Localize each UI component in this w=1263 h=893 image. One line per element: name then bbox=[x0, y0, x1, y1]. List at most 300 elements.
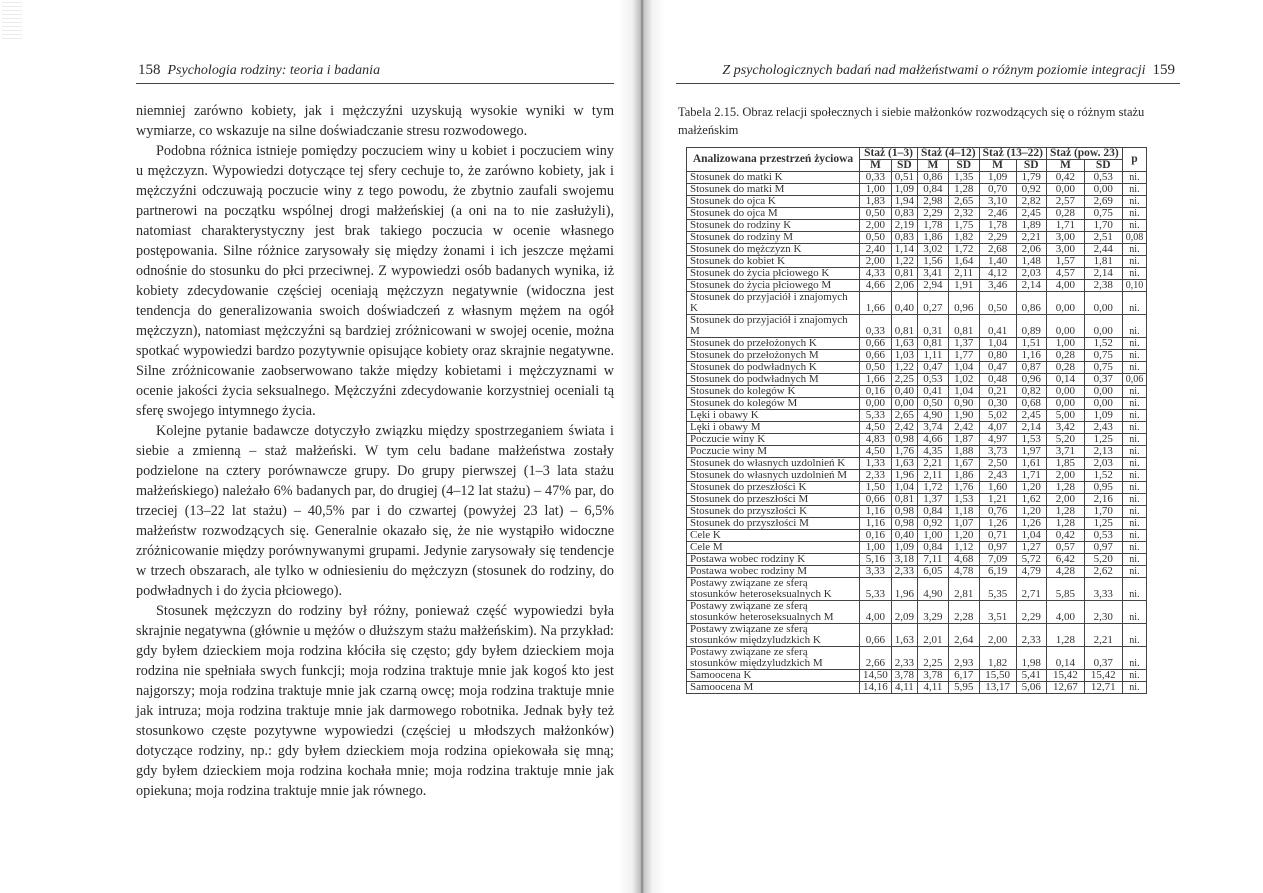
value-cell: 4,50 bbox=[860, 422, 892, 434]
value-cell: 5,20 bbox=[1084, 554, 1122, 566]
value-cell: 3,46 bbox=[979, 280, 1016, 292]
value-cell: 2,11 bbox=[948, 268, 979, 280]
value-cell: 2,45 bbox=[1016, 208, 1047, 220]
value-cell: 0,14 bbox=[1047, 374, 1085, 386]
value-cell: 1,20 bbox=[1016, 506, 1047, 518]
value-cell: 0,37 bbox=[1084, 374, 1122, 386]
header-sd: SD bbox=[1016, 160, 1047, 172]
header-group-3: Staż (13–22) bbox=[979, 148, 1046, 160]
table-row bbox=[687, 554, 1147, 566]
value-cell: 0,84 bbox=[918, 184, 949, 196]
value-cell: 0,00 bbox=[891, 398, 917, 410]
value-cell: 1,00 bbox=[860, 184, 892, 196]
value-cell: 3,00 bbox=[1047, 232, 1085, 244]
value-cell: 2,33 bbox=[891, 647, 917, 670]
p-value-cell: ni. bbox=[1122, 670, 1147, 682]
p-value-cell: 0,08 bbox=[1122, 232, 1147, 244]
value-cell: 0,71 bbox=[979, 530, 1016, 542]
value-cell: 0,00 bbox=[1084, 184, 1122, 196]
value-cell: 1,00 bbox=[918, 530, 949, 542]
value-cell: 0,53 bbox=[1084, 530, 1122, 542]
value-cell: 1,33 bbox=[860, 458, 892, 470]
value-cell: 2,00 bbox=[1047, 494, 1085, 506]
value-cell: 3,18 bbox=[891, 554, 917, 566]
value-cell: 2,42 bbox=[891, 422, 917, 434]
value-cell: 2,68 bbox=[979, 244, 1016, 256]
row-label: Stosunek do przeszłości K bbox=[687, 482, 860, 494]
table-row bbox=[687, 482, 1147, 494]
row-label: Samoocena M bbox=[687, 682, 860, 694]
row-label: Stosunek do przyszłości K bbox=[687, 506, 860, 518]
value-cell: 0,97 bbox=[1084, 542, 1122, 554]
value-cell: 1,82 bbox=[979, 647, 1016, 670]
value-cell: 0,50 bbox=[860, 232, 892, 244]
p-value-cell: ni. bbox=[1122, 506, 1147, 518]
p-value-cell: ni. bbox=[1122, 172, 1147, 184]
p-value-cell: ni. bbox=[1122, 647, 1147, 670]
value-cell: 2,65 bbox=[891, 410, 917, 422]
value-cell: 1,09 bbox=[979, 172, 1016, 184]
value-cell: 5,00 bbox=[1047, 410, 1085, 422]
value-cell: 0,68 bbox=[1016, 398, 1047, 410]
value-cell: 4,11 bbox=[891, 682, 917, 694]
value-cell: 2,16 bbox=[1084, 494, 1122, 506]
value-cell: 4,83 bbox=[860, 434, 892, 446]
row-label: Postawy związane ze sferą stosunków międzyludzkich M bbox=[687, 647, 860, 670]
value-cell: 2,33 bbox=[891, 566, 917, 578]
value-cell: 2,38 bbox=[1084, 280, 1122, 292]
value-cell: 0,28 bbox=[1047, 208, 1085, 220]
table-row bbox=[687, 530, 1147, 542]
value-cell: 5,33 bbox=[860, 410, 892, 422]
value-cell: 1,50 bbox=[860, 482, 892, 494]
paragraph: Stosunek mężczyzn do rodziny był różny, ponieważ część wypowiedzi była skrajnie negatywna (głównie u mężów o dłuższym stażu małżeńskim). Na przykład: gdy byłem dzieckiem moja rodzina kłóciła się często; gdy byłem dzieckiem moja rodzina nie spełniała swych funkcji; moja rodzina traktuje mnie jak kogoś kto jest najgorszy; moja rodzina traktuje mnie jak czarną owcę; moja rodzina traktuje mnie jak intruza; moja rodzina traktuje mnie jak darmowego robotnika. Jednak były też stosunkowo częste pozytywne wypowiedzi (częściej u młodszych małżonków) dotyczące rodziny, np.: gdy byłem dzieckiem moja rodzina opiekowała się mną; gdy byłem dzieckiem moja rodzina kochała mnie; moja rodzina traktuje mnie jak opiekuna; moja rodzina traktuje mnie jak równego. bbox=[136, 603, 614, 799]
value-cell: 2,94 bbox=[918, 280, 949, 292]
value-cell: 4,33 bbox=[860, 268, 892, 280]
right-page-number: 159 bbox=[1152, 62, 1175, 78]
value-cell: 1,85 bbox=[1047, 458, 1085, 470]
row-label: Postawy związane ze sferą stosunków międzyludzkich K bbox=[687, 624, 860, 647]
value-cell: 1,70 bbox=[1084, 506, 1122, 518]
p-value-cell: ni. bbox=[1122, 268, 1147, 280]
value-cell: 1,88 bbox=[948, 446, 979, 458]
value-cell: 1,16 bbox=[860, 518, 892, 530]
value-cell: 1,77 bbox=[948, 350, 979, 362]
value-cell: 4,78 bbox=[948, 566, 979, 578]
value-cell: 2,44 bbox=[1084, 244, 1122, 256]
p-value-cell: ni. bbox=[1122, 398, 1147, 410]
value-cell: 0,96 bbox=[1016, 374, 1047, 386]
p-value-cell: ni. bbox=[1122, 578, 1147, 601]
value-cell: 1,97 bbox=[1016, 446, 1047, 458]
value-cell: 1,16 bbox=[860, 506, 892, 518]
table-row bbox=[687, 244, 1147, 256]
header-m: M bbox=[979, 160, 1016, 172]
value-cell: 1,86 bbox=[918, 232, 949, 244]
table-row bbox=[687, 268, 1147, 280]
value-cell: 6,42 bbox=[1047, 554, 1085, 566]
value-cell: 2,14 bbox=[1084, 268, 1122, 280]
value-cell: 14,16 bbox=[860, 682, 892, 694]
value-cell: 2,50 bbox=[979, 458, 1016, 470]
value-cell: 0,84 bbox=[918, 506, 949, 518]
value-cell: 15,42 bbox=[1084, 670, 1122, 682]
value-cell: 0,00 bbox=[1084, 386, 1122, 398]
value-cell: 6,05 bbox=[918, 566, 949, 578]
value-cell: 1,81 bbox=[1084, 256, 1122, 268]
row-label: Stosunek do podwładnych K bbox=[687, 362, 860, 374]
table-body bbox=[687, 172, 1147, 694]
table-row bbox=[687, 350, 1147, 362]
row-label: Stosunek do przyjaciół i znajomych M bbox=[687, 315, 860, 338]
value-cell: 1,75 bbox=[948, 220, 979, 232]
value-cell: 1,76 bbox=[948, 482, 979, 494]
value-cell: 0,81 bbox=[918, 338, 949, 350]
value-cell: 0,82 bbox=[1016, 386, 1047, 398]
value-cell: 1,14 bbox=[891, 244, 917, 256]
table-row bbox=[687, 184, 1147, 196]
value-cell: 4,11 bbox=[918, 682, 949, 694]
value-cell: 4,07 bbox=[979, 422, 1016, 434]
table-row bbox=[687, 647, 1147, 670]
value-cell: 0,70 bbox=[979, 184, 1016, 196]
value-cell: 1,96 bbox=[891, 470, 917, 482]
table-row bbox=[687, 172, 1147, 184]
value-cell: 1,64 bbox=[948, 256, 979, 268]
value-cell: 0,37 bbox=[1084, 647, 1122, 670]
value-cell: 2,46 bbox=[979, 208, 1016, 220]
table-row bbox=[687, 232, 1147, 244]
value-cell: 4,66 bbox=[860, 280, 892, 292]
value-cell: 1,28 bbox=[1047, 624, 1085, 647]
value-cell: 1,09 bbox=[891, 542, 917, 554]
value-cell: 1,56 bbox=[918, 256, 949, 268]
value-cell: 0,92 bbox=[1016, 184, 1047, 196]
value-cell: 0,42 bbox=[1047, 530, 1085, 542]
value-cell: 0,47 bbox=[979, 362, 1016, 374]
value-cell: 2,09 bbox=[891, 601, 917, 624]
value-cell: 1,04 bbox=[891, 482, 917, 494]
table-row bbox=[687, 315, 1147, 338]
p-value-cell: ni. bbox=[1122, 350, 1147, 362]
value-cell: 0,41 bbox=[918, 386, 949, 398]
table-row bbox=[687, 518, 1147, 530]
row-label: Postawa wobec rodziny K bbox=[687, 554, 860, 566]
value-cell: 0,33 bbox=[860, 172, 892, 184]
value-cell: 4,50 bbox=[860, 446, 892, 458]
paragraph: niemniej zarówno kobiety, jak i mężczyźni uzyskują wysokie wyniki w tym wymiarze, co wskazuje na silne doświadczanie stresu rozwodowego. bbox=[136, 103, 614, 139]
value-cell: 1,26 bbox=[1016, 518, 1047, 530]
right-running-title: Z psychologicznych badań nad małżeństwami o różnym poziomie integracji bbox=[722, 63, 1146, 78]
value-cell: 1,71 bbox=[1047, 220, 1085, 232]
table-row bbox=[687, 458, 1147, 470]
p-value-cell: ni. bbox=[1122, 446, 1147, 458]
book-gutter bbox=[618, 0, 666, 893]
value-cell: 4,28 bbox=[1047, 566, 1085, 578]
value-cell: 1,35 bbox=[948, 172, 979, 184]
value-cell: 0,50 bbox=[860, 362, 892, 374]
value-cell: 2,28 bbox=[948, 601, 979, 624]
table-row bbox=[687, 338, 1147, 350]
value-cell: 0,75 bbox=[1084, 350, 1122, 362]
value-cell: 4,12 bbox=[979, 268, 1016, 280]
p-value-cell: ni. bbox=[1122, 566, 1147, 578]
value-cell: 1,87 bbox=[948, 434, 979, 446]
row-label: Postawa wobec rodziny M bbox=[687, 566, 860, 578]
value-cell: 15,50 bbox=[979, 670, 1016, 682]
value-cell: 1,09 bbox=[891, 184, 917, 196]
p-value-cell: ni. bbox=[1122, 624, 1147, 647]
value-cell: 1,96 bbox=[891, 578, 917, 601]
value-cell: 1,63 bbox=[891, 624, 917, 647]
header-p: p bbox=[1122, 148, 1147, 172]
table-row bbox=[687, 446, 1147, 458]
value-cell: 2,21 bbox=[918, 458, 949, 470]
value-cell: 1,53 bbox=[1016, 434, 1047, 446]
value-cell: 2,42 bbox=[948, 422, 979, 434]
value-cell: 0,97 bbox=[979, 542, 1016, 554]
header-m: M bbox=[918, 160, 949, 172]
p-value-cell: ni. bbox=[1122, 338, 1147, 350]
value-cell: 0,00 bbox=[1084, 315, 1122, 338]
value-cell: 6,17 bbox=[948, 670, 979, 682]
value-cell: 0,86 bbox=[918, 172, 949, 184]
value-cell: 2,03 bbox=[1084, 458, 1122, 470]
p-value-cell: ni. bbox=[1122, 196, 1147, 208]
row-label: Stosunek do podwładnych M bbox=[687, 374, 860, 386]
value-cell: 1,28 bbox=[948, 184, 979, 196]
value-cell: 0,31 bbox=[918, 315, 949, 338]
header-group-1: Staż (1–3) bbox=[860, 148, 918, 160]
value-cell: 1,79 bbox=[1016, 172, 1047, 184]
value-cell: 1,22 bbox=[891, 256, 917, 268]
paragraph: Kolejne pytanie badawcze dotyczyło związku między spostrzeganiem świata i siebie a zmienną – staż małżeński. W tym celu badane małżeństwa zostały podzielone na cztery porównawcze grupy. Do grupy pierwszej (1–3 lata stażu małżeńskiego) należało 6% badanych par, do drugiej (4–12 lat stażu) – 47% par, do trzeciej (13–22 lat stażu) – 40,5% par i do czwartej (powyżej 23 lat) – 6,5% małżeństw rozwodzących się. Generalnie okazało się, że nie wystąpiło widoczne zróżnicowanie między porównywanymi grupami. Jedynie zarysowały się tendencje w trzech obszarach, ale tylko w odniesieniu do mężczyzn (stosunek do rodziny, do podwładnych i do życia płciowego). bbox=[136, 423, 614, 599]
table-row bbox=[687, 398, 1147, 410]
table-row bbox=[687, 422, 1147, 434]
value-cell: 1,63 bbox=[891, 458, 917, 470]
value-cell: 2,29 bbox=[979, 232, 1016, 244]
row-label: Stosunek do mężczyzn K bbox=[687, 244, 860, 256]
value-cell: 2,11 bbox=[918, 470, 949, 482]
p-value-cell: ni. bbox=[1122, 494, 1147, 506]
p-value-cell: ni. bbox=[1122, 601, 1147, 624]
value-cell: 7,11 bbox=[918, 554, 949, 566]
value-cell: 5,95 bbox=[948, 682, 979, 694]
value-cell: 0,53 bbox=[1084, 172, 1122, 184]
value-cell: 0,81 bbox=[891, 494, 917, 506]
right-head-rule bbox=[676, 83, 1180, 84]
value-cell: 3,71 bbox=[1047, 446, 1085, 458]
table-row bbox=[687, 386, 1147, 398]
row-label: Stosunek do życia płciowego K bbox=[687, 268, 860, 280]
p-value-cell: ni. bbox=[1122, 482, 1147, 494]
value-cell: 2,64 bbox=[948, 624, 979, 647]
value-cell: 0,81 bbox=[891, 315, 917, 338]
value-cell: 3,74 bbox=[918, 422, 949, 434]
results-table bbox=[686, 147, 1147, 694]
p-value-cell: ni. bbox=[1122, 410, 1147, 422]
row-label: Poczucie winy M bbox=[687, 446, 860, 458]
value-cell: 1,18 bbox=[948, 506, 979, 518]
row-label: Lęki i obawy M bbox=[687, 422, 860, 434]
row-label: Stosunek do życia płciowego M bbox=[687, 280, 860, 292]
table-row bbox=[687, 434, 1147, 446]
value-cell: 1,22 bbox=[891, 362, 917, 374]
value-cell: 4,90 bbox=[918, 578, 949, 601]
value-cell: 1,03 bbox=[891, 350, 917, 362]
p-value-cell: ni. bbox=[1122, 458, 1147, 470]
value-cell: 1,57 bbox=[1047, 256, 1085, 268]
value-cell: 2,71 bbox=[1016, 578, 1047, 601]
value-cell: 1,67 bbox=[948, 458, 979, 470]
value-cell: 0,66 bbox=[860, 350, 892, 362]
table-row bbox=[687, 362, 1147, 374]
table-row bbox=[687, 670, 1147, 682]
row-label: Stosunek do przełożonych K bbox=[687, 338, 860, 350]
value-cell: 0,50 bbox=[918, 398, 949, 410]
value-cell: 2,21 bbox=[1084, 624, 1122, 647]
value-cell: 4,90 bbox=[918, 410, 949, 422]
p-value-cell: ni. bbox=[1122, 434, 1147, 446]
header-sd: SD bbox=[891, 160, 917, 172]
header-group-4: Staż (pow. 23) bbox=[1047, 148, 1123, 160]
p-value-cell: ni. bbox=[1122, 386, 1147, 398]
value-cell: 1,16 bbox=[1016, 350, 1047, 362]
value-cell: 0,00 bbox=[1084, 398, 1122, 410]
value-cell: 2,65 bbox=[948, 196, 979, 208]
value-cell: 0,30 bbox=[979, 398, 1016, 410]
value-cell: 5,33 bbox=[860, 578, 892, 601]
value-cell: 0,00 bbox=[1047, 292, 1085, 315]
header-sd: SD bbox=[948, 160, 979, 172]
value-cell: 2,03 bbox=[1016, 268, 1047, 280]
table-header-row bbox=[687, 148, 1147, 160]
p-value-cell: ni. bbox=[1122, 542, 1147, 554]
table-row bbox=[687, 624, 1147, 647]
value-cell: 2,43 bbox=[979, 470, 1016, 482]
value-cell: 1,94 bbox=[891, 196, 917, 208]
value-cell: 4,00 bbox=[1047, 601, 1085, 624]
left-running-title: Psychologia rodziny: teoria i badania bbox=[167, 63, 381, 78]
value-cell: 3,29 bbox=[918, 601, 949, 624]
value-cell: 1,98 bbox=[1016, 647, 1047, 670]
value-cell: 0,40 bbox=[891, 530, 917, 542]
value-cell: 2,43 bbox=[1084, 422, 1122, 434]
value-cell: 12,71 bbox=[1084, 682, 1122, 694]
table-row bbox=[687, 292, 1147, 315]
header-m: M bbox=[860, 160, 892, 172]
value-cell: 5,20 bbox=[1047, 434, 1085, 446]
value-cell: 1,91 bbox=[948, 280, 979, 292]
value-cell: 0,83 bbox=[891, 232, 917, 244]
value-cell: 1,28 bbox=[1047, 506, 1085, 518]
p-value-cell: ni. bbox=[1122, 518, 1147, 530]
value-cell: 0,66 bbox=[860, 624, 892, 647]
value-cell: 1,12 bbox=[948, 542, 979, 554]
value-cell: 1,51 bbox=[1016, 338, 1047, 350]
value-cell: 2,00 bbox=[860, 256, 892, 268]
value-cell: 3,02 bbox=[918, 244, 949, 256]
value-cell: 1,37 bbox=[948, 338, 979, 350]
row-label: Poczucie winy K bbox=[687, 434, 860, 446]
header-sd: SD bbox=[1084, 160, 1122, 172]
table-row bbox=[687, 280, 1147, 292]
value-cell: 0,00 bbox=[1084, 292, 1122, 315]
row-label: Stosunek do rodziny M bbox=[687, 232, 860, 244]
value-cell: 3,78 bbox=[891, 670, 917, 682]
p-value-cell: ni. bbox=[1122, 208, 1147, 220]
value-cell: 1,21 bbox=[979, 494, 1016, 506]
left-head-rule bbox=[136, 83, 614, 84]
p-value-cell: ni. bbox=[1122, 470, 1147, 482]
value-cell: 12,67 bbox=[1047, 682, 1085, 694]
table-row bbox=[687, 374, 1147, 386]
value-cell: 0,00 bbox=[1047, 386, 1085, 398]
value-cell: 2,25 bbox=[891, 374, 917, 386]
value-cell: 0,16 bbox=[860, 530, 892, 542]
value-cell: 1,20 bbox=[948, 530, 979, 542]
value-cell: 0,96 bbox=[948, 292, 979, 315]
value-cell: 2,30 bbox=[1084, 601, 1122, 624]
scan-artifact bbox=[2, 2, 22, 42]
value-cell: 0,80 bbox=[979, 350, 1016, 362]
value-cell: 0,83 bbox=[891, 208, 917, 220]
value-cell: 0,57 bbox=[1047, 542, 1085, 554]
table-row bbox=[687, 196, 1147, 208]
value-cell: 0,16 bbox=[860, 386, 892, 398]
value-cell: 1,04 bbox=[948, 386, 979, 398]
row-label: Stosunek do matki K bbox=[687, 172, 860, 184]
value-cell: 0,48 bbox=[979, 374, 1016, 386]
value-cell: 1,90 bbox=[948, 410, 979, 422]
value-cell: 0,27 bbox=[918, 292, 949, 315]
header-life-space: Analizowana przestrzeń życiowa bbox=[687, 148, 860, 172]
value-cell: 0,00 bbox=[1047, 184, 1085, 196]
table-row bbox=[687, 208, 1147, 220]
value-cell: 2,51 bbox=[1084, 232, 1122, 244]
p-value-cell: 0,06 bbox=[1122, 374, 1147, 386]
value-cell: 1,70 bbox=[1084, 220, 1122, 232]
value-cell: 2,57 bbox=[1047, 196, 1085, 208]
value-cell: 0,40 bbox=[891, 386, 917, 398]
value-cell: 1,04 bbox=[948, 362, 979, 374]
value-cell: 2,06 bbox=[1016, 244, 1047, 256]
value-cell: 1,40 bbox=[979, 256, 1016, 268]
right-running-head bbox=[722, 62, 1175, 79]
row-label: Lęki i obawy K bbox=[687, 410, 860, 422]
value-cell: 1,53 bbox=[948, 494, 979, 506]
value-cell: 4,00 bbox=[860, 601, 892, 624]
value-cell: 0,21 bbox=[979, 386, 1016, 398]
value-cell: 1,28 bbox=[1047, 518, 1085, 530]
value-cell: 0,51 bbox=[891, 172, 917, 184]
header-m: M bbox=[1047, 160, 1085, 172]
value-cell: 1,72 bbox=[948, 244, 979, 256]
table-row bbox=[687, 410, 1147, 422]
table-row bbox=[687, 220, 1147, 232]
row-label: Stosunek do rodziny K bbox=[687, 220, 860, 232]
value-cell: 0,89 bbox=[1016, 315, 1047, 338]
value-cell: 1,00 bbox=[1047, 338, 1085, 350]
row-label: Postawy związane ze sferą stosunków heteroseksualnych K bbox=[687, 578, 860, 601]
value-cell: 14,50 bbox=[860, 670, 892, 682]
value-cell: 1,78 bbox=[918, 220, 949, 232]
row-label: Stosunek do kolegów K bbox=[687, 386, 860, 398]
value-cell: 2,29 bbox=[918, 208, 949, 220]
value-cell: 2,06 bbox=[891, 280, 917, 292]
p-value-cell: ni. bbox=[1122, 554, 1147, 566]
value-cell: 1,00 bbox=[860, 542, 892, 554]
